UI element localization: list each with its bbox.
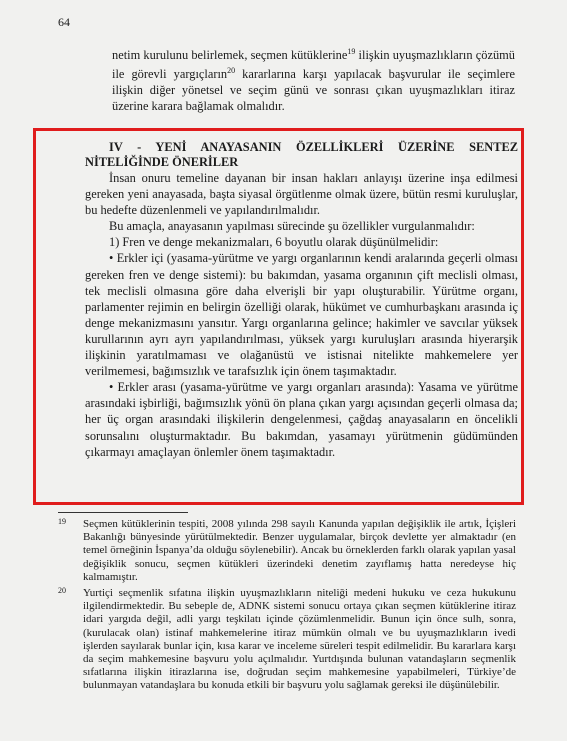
intro-after-20: kararlarına karşı bbox=[235, 67, 328, 82]
intro-after-19: ilişkin bbox=[355, 48, 390, 63]
footnote-text: Yurtiçi seçmenlik sıfatına ilişkin uyuşmazlıkların niteliği medeni hukuku ve ceza hukukunu ilgilendirmektedir. Bu sebeple de, ADNK sistemi sonucu ortaya çıkan seçmen kütüklerine itiraz idari yargıda değil, adli yargı teşkilatı içinde çözümlenmelidir. Bunun için önce sulh, sonra, (kurulacak olan) istinaf mahkemelerine itiraz mümkün olmalı ve bu uyuşmazlıkların ivedi işlerden sayılarak bunlar için, kısa karar ve inceleme süreleri tespit edilmelidir. Bu kararlara karşı da seçim mahkemesine başvuru yolu açılmalıdır. Yurtdışında bulunan vatandaşların seçmenlik sıfatlarına ilişkin itirazlarına ise, doğrudan seçim mahkemesine yapabilmeleri, Türkiye’de bulunmayan vatandaşlara bu konuda etkili bir başvuru yolu sağlamak gereksi ile düşünülebilir. bbox=[83, 587, 516, 692]
footnote-number: 20 bbox=[58, 586, 66, 596]
footnote-number: 19 bbox=[58, 517, 66, 526]
section-paragraph-2: Bu amaçla, anayasanın yapılması sürecinde şu özellikler vurgulanmalıdır: bbox=[109, 219, 475, 234]
footnote-19 bbox=[58, 518, 516, 584]
intro-line-2: uyuşmazlıkların çözümü ile görevli yargıçların bbox=[112, 48, 515, 82]
footnote-divider bbox=[58, 512, 188, 513]
section-iv bbox=[85, 140, 518, 460]
section-paragraph-3: 1) Fren ve denge mekanizmaları, 6 boyutlu olarak düşünülmelidir: bbox=[109, 235, 439, 250]
footnote-20 bbox=[58, 587, 516, 693]
footnote-ref-20[interactable]: 20 bbox=[227, 66, 236, 76]
section-heading: IV - YENİ ANAYASANIN ÖZELLİKLERİ ÜZERİNE SENTEZ NİTELİĞİNDE ÖNERİLER bbox=[85, 140, 518, 169]
page-number: 64 bbox=[58, 15, 70, 29]
footnote-text: Seçmen kütüklerinin tespiti, 2008 yılında 298 sayılı Kanunda yapılan değişiklik ile artık, İçişleri Bakanlığı bünyesinde yürütülmektedir. Benzer uygulamalar, birçok devlette yer almaktadır (en temel örneğinin İspanya’da olduğu söylenebilir). Ancak bu örneklerden farklı olarak yapılan yasal değişiklik sonucu, seçmen kütükleri üzerindeki denetim zayıflamış hatta neredeyse hiç kalmamıştır. bbox=[83, 518, 516, 583]
intro-line-1: netim kurulunu belirlemek, seçmen kütüklerine bbox=[112, 48, 348, 63]
footnotes bbox=[58, 518, 516, 696]
footnote-ref-19[interactable]: 19 bbox=[347, 47, 356, 56]
section-paragraph-1: İnsan onuru temeline dayanan bir insan hakları anlayışı üzerine inşa edilmesi gereken yeni anayasada, başta siyasal örgütlenme olmak üzere, bütün resmi kuruluşlar, bu hedefte düzenlenmeli ve yapılandırılmalıdır. bbox=[85, 171, 518, 218]
section-bullet-2: • Erkler arası (yasama-yürütme ve yargı organları arasında): Yasama ve yürütme arasındaki işbirliği, bağımsızlık yönü ön plana çıkan yargı açısından geçerli olmasa da; her üç organ arasındaki ilişkilerin dengelenmesi, çağdaş anayasaların en öncelikli sorunsalını oluşturmaktadır. Bu bakımdan, yasamayı yürütmenin güdümünden çıkarmayı amaçlayan önlemler önem taşımaktadır. bbox=[85, 380, 518, 459]
intro-paragraph bbox=[82, 44, 515, 114]
section-bullet-1: • Erkler içi (yasama-yürütme ve yargı organlarının kendi aralarında geçerli olması gereken fren ve denge sistemi): bu bakımdan, yasama organının çift meclisli olması, tek meclisli olmasına göre daha elverişli bir yapı oluşturabilir. Yürütme organı, parlamenter rejimin en belirgin özelliği olarak, hükümet ve cumhurbaşkanı arasında iç denge mekanizmasını yansıtır. Yargı organlarına gelince; hakimler ve savcılar yüksek kurullarının ayrı ayrı yapılandırılması, yüksek yargı kuruluşları arasında hiyerarşik ilişkinin yaratılmaması ve olağanüstü ve istisnai nitelikte mahkemelere yer verilmemesi, bağımsızlık ve tarafsızlık için önem taşımaktadır. bbox=[85, 251, 518, 379]
intro-line-3: yapılacak başvurular ile seçimlere ilişkin diğer yönetsel ve seçim günü ve sonrası çıkan uyuşmazlıkları itiraz üzerine karara bağlamak olmalıdır. bbox=[112, 67, 515, 114]
